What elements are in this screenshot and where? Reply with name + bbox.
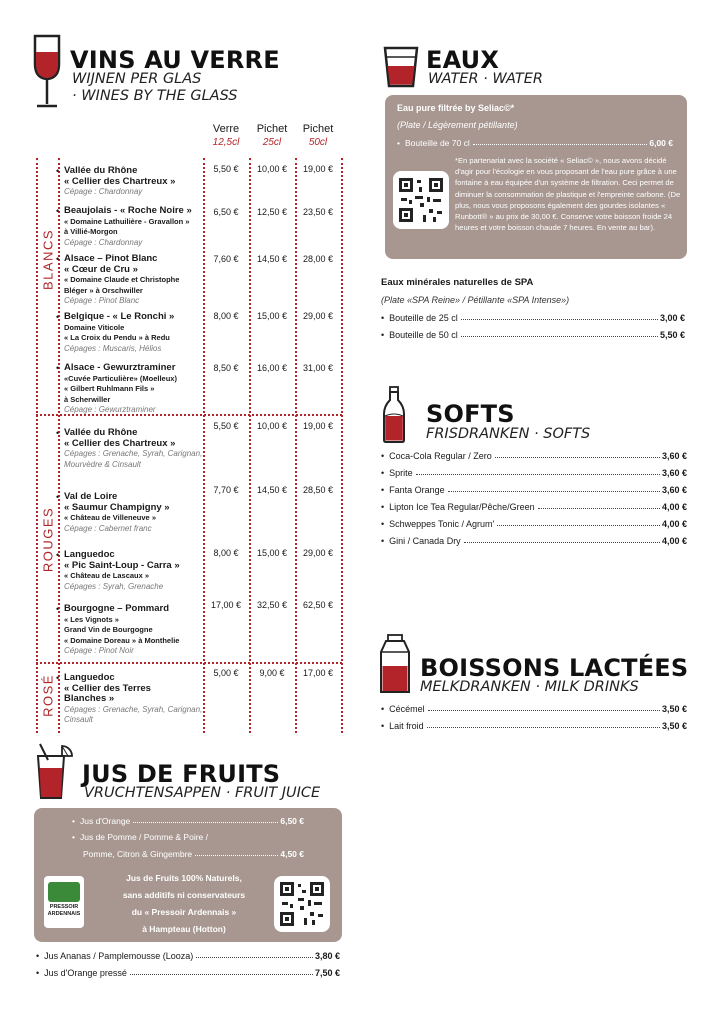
divider	[36, 158, 38, 733]
price-pichet-50: 23,50 €	[302, 207, 334, 217]
list-item: • Lipton Ice Tea Regular/Pêche/Green 4,00 €	[381, 502, 687, 512]
list-item: • Sprite 3,60 €	[381, 468, 687, 478]
price-verre: 17,00 €	[210, 600, 242, 610]
wines-subtitle-nl: WIJNEN PER GLAS	[72, 71, 202, 87]
water-box	[385, 95, 687, 259]
water-box-title: Eau pure filtrée by Seliac©*	[397, 103, 515, 113]
price-verre: 5,50 €	[213, 421, 239, 431]
list-item: • Bouteille de 25 cl 3,00 €	[381, 313, 685, 323]
list-item: • Bouteille de 50 cl 5,50 €	[381, 330, 685, 340]
milk-title: BOISSONS LACTÉES	[420, 654, 689, 682]
spa-title: Eaux minérales naturelles de SPA	[381, 277, 534, 288]
price-pichet-50: 29,00 €	[302, 311, 334, 321]
wine-item: • Languedoc « Pic Saint-Loup - Carra » « Château de Lascaux » Cépages : Syrah, Grenache	[64, 550, 204, 592]
divider	[249, 158, 251, 733]
list-item: • Jus d'Orange pressé 7,50 €	[36, 968, 340, 978]
spa-subtitle: (Plate «SPA Reine» / Pétillante «SPA Intense»)	[381, 295, 570, 305]
price-verre: 8,00 €	[213, 311, 239, 321]
price-pichet-25: 14,50 €	[256, 485, 288, 495]
list-item: • Jus de Pomme / Pomme & Poire /	[72, 832, 209, 842]
price-verre: 7,60 €	[213, 254, 239, 264]
list-item: • Fanta Orange 3,60 €	[381, 485, 687, 495]
juice-box	[34, 808, 342, 942]
qr-code[interactable]	[393, 171, 449, 229]
price-pichet-50: 19,00 €	[302, 164, 334, 174]
wine-item: • Belgique - « Le Ronchi » Domaine Viticole « La Croix du Pendu » à Redu Cépages : Muscaris, Hélios	[64, 312, 204, 354]
water-glass-icon	[383, 46, 419, 88]
list-item: • Lait froid 3,50 €	[381, 721, 687, 731]
pressoir-logo: PRESSOIR ARDENNAIS	[44, 876, 84, 928]
wine-item: • Alsace - Gewurztraminer «Cuvée Particulière» (Moelleux) « Gilbert Ruhlmann Fils » à Scherwiller Cépage : Gewurztraminer	[64, 363, 204, 416]
price-pichet-50: 28,50 €	[302, 485, 334, 495]
soda-bottle-icon	[382, 386, 406, 444]
col-pichet-50: Pichet 50cl	[302, 123, 334, 148]
price-pichet-25: 15,00 €	[256, 311, 288, 321]
list-item: • Bouteille de 70 cl 6,00 €	[397, 138, 673, 148]
price-pichet-25: 15,00 €	[256, 548, 288, 558]
wine-item: • Vallée du Rhône « Cellier des Chartreux » Cépages : Grenache, Syrah, Carignan, Mourvèdre & Cinsault	[64, 428, 204, 470]
list-item: Pomme, Citron & Gingembre 4,50 €	[83, 849, 304, 859]
qr-code[interactable]	[274, 876, 330, 932]
softs-subtitle: FRISDRANKEN · SOFTS	[426, 426, 591, 442]
col-verre: Verre 12,5cl	[212, 123, 240, 148]
price-pichet-50: 29,00 €	[302, 548, 334, 558]
price-pichet-25: 10,00 €	[256, 164, 288, 174]
water-title: EAUX	[426, 46, 500, 74]
wines-title: VINS AU VERRE	[70, 46, 280, 74]
juice-subtitle: VRUCHTENSAPPEN · FRUIT JUICE	[84, 785, 321, 801]
list-item: • Coca-Cola Regular / Zero 3,60 €	[381, 451, 687, 461]
price-pichet-25: 10,00 €	[256, 421, 288, 431]
price-verre: 8,50 €	[213, 363, 239, 373]
water-subtitle: WATER · WATER	[428, 71, 543, 87]
milk-carton-icon	[380, 634, 410, 694]
list-item: • Gini / Canada Dry 4,00 €	[381, 536, 687, 546]
juice-glass-icon	[34, 742, 74, 802]
col-pichet-25: Pichet 25cl	[256, 123, 288, 148]
price-verre: 5,00 €	[213, 668, 239, 678]
juice-promo: Jus de Fruits 100% Naturels, sans additifs ni conservateurs du « Pressoir Ardennais » à Hampteau (Hotton)	[122, 873, 246, 934]
price-pichet-25: 12,50 €	[256, 207, 288, 217]
water-note: *En partenariat avec la société « Seliac© », nous avons décidé d'agir pour l'écologie en vous proposant de l'eau pure grâce à une fontaine à eau équipée d'un système de filtration. Ceci permet de diminuer la consommation de plastique et l'empreinte carbone. (De plus, nous vous proposons également des gourdes isolantes « Runbott® » au prix de 30,00 €. Conserve votre boisson froide 24 heures et votre boisson chaude 7 heures. En vente au bar).	[455, 156, 681, 233]
wine-item: • Val de Loire « Saumur Champigny » « Château de Villeneuve » Cépage : Cabernet franc	[64, 492, 204, 534]
wine-item: • Languedoc « Cellier des Terres Blanches » Cépages : Grenache, Syrah, Carignan, Cinsault	[64, 673, 204, 726]
wines-subtitle-en: · WINES BY THE GLASS	[72, 88, 238, 104]
price-verre: 5,50 €	[213, 164, 239, 174]
price-pichet-50: 28,00 €	[302, 254, 334, 264]
list-item: • Jus d'Orange 6,50 €	[72, 816, 304, 826]
price-pichet-50: 17,00 €	[302, 668, 334, 678]
divider	[341, 158, 343, 733]
milk-subtitle: MELKDRANKEN · MILK DRINKS	[420, 679, 639, 695]
list-item: • Jus Ananas / Pamplemousse (Looza) 3,80 €	[36, 951, 340, 961]
wine-item: • Beaujolais - « Roche Noire » « Domaine Lathuilière - Gravallon » à Villié-Morgon Cépage : Chardonnay	[64, 206, 204, 248]
wine-item: • Vallée du Rhône « Cellier des Chartreux » Cépage : Chardonnay	[64, 166, 204, 198]
divider	[36, 662, 342, 664]
price-pichet-25: 14,50 €	[256, 254, 288, 264]
list-item: • Cécémel 3,50 €	[381, 704, 687, 714]
price-pichet-50: 19,00 €	[302, 421, 334, 431]
divider	[295, 158, 297, 733]
wine-glass-icon	[30, 34, 64, 110]
price-verre: 7,70 €	[213, 485, 239, 495]
price-pichet-50: 31,00 €	[302, 363, 334, 373]
price-pichet-25: 9,00 €	[259, 668, 285, 678]
wine-item: • Bourgogne – Pommard « Les Vignots » Grand Vin de Bourgogne « Domaine Doreau » à Monthelie Cépage : Pinot Noir	[64, 604, 204, 657]
price-verre: 6,50 €	[213, 207, 239, 217]
category-rouges: ROUGES	[40, 506, 56, 573]
price-pichet-25: 32,50 €	[256, 600, 288, 610]
divider	[58, 158, 60, 733]
price-verre: 8,00 €	[213, 548, 239, 558]
softs-title: SOFTS	[426, 400, 515, 428]
water-box-subtitle: (Plate / Légèrement pétillante)	[397, 120, 518, 130]
juice-title: JUS DE FRUITS	[82, 760, 281, 788]
category-rose: ROSÉ	[40, 674, 56, 717]
category-blancs: BLANCS	[40, 228, 56, 291]
price-pichet-25: 16,00 €	[256, 363, 288, 373]
price-pichet-50: 62,50 €	[302, 600, 334, 610]
wine-item: • Alsace – Pinot Blanc « Cœur de Cru » « Domaine Claude et Christophe Bléger » à Orschwiller Cépage : Pinot Blanc	[64, 254, 204, 307]
list-item: • Schweppes Tonic / Agrum' 4,00 €	[381, 519, 687, 529]
